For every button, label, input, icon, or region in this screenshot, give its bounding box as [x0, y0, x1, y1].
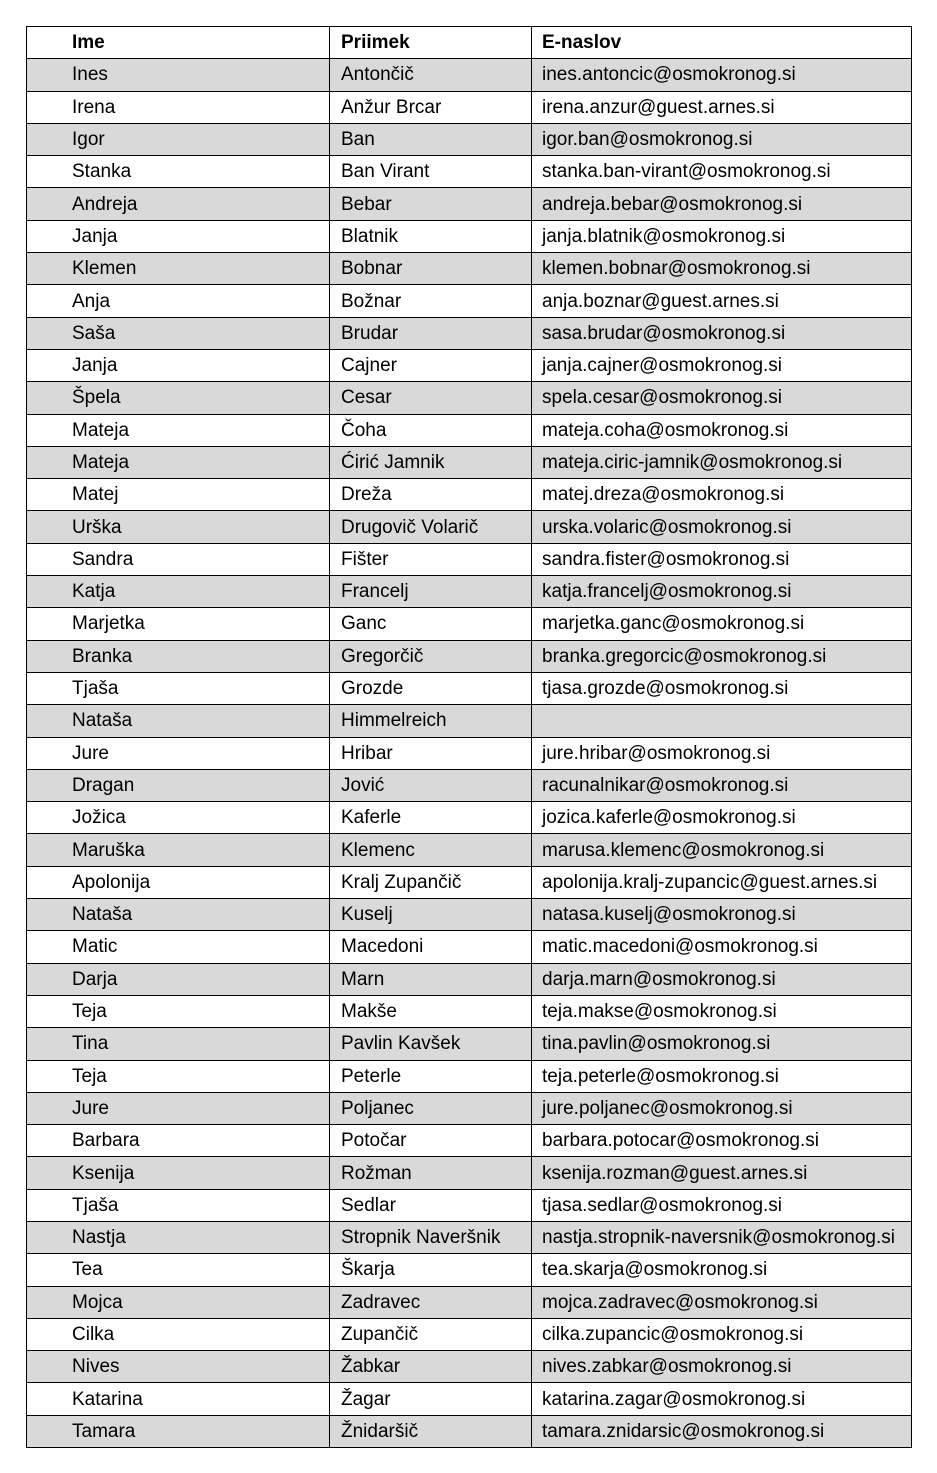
- table-row: [27, 899, 912, 931]
- cell-priimek: Fišter: [330, 543, 532, 575]
- table-row: [27, 995, 912, 1027]
- cell-ime: Mateja: [27, 446, 330, 478]
- cell-ime: Saša: [27, 317, 330, 349]
- cell-priimek: Ban Virant: [330, 156, 532, 188]
- cell-priimek: Kuselj: [330, 899, 532, 931]
- cell-email: jure.poljanec@osmokronog.si: [532, 1092, 912, 1124]
- cell-email: ines.antoncic@osmokronog.si: [532, 59, 912, 91]
- cell-email: mateja.ciric-jamnik@osmokronog.si: [532, 446, 912, 478]
- cell-priimek: Sedlar: [330, 1189, 532, 1221]
- table-row: [27, 1092, 912, 1124]
- header-priimek: Priimek: [330, 27, 532, 59]
- cell-ime: Ines: [27, 59, 330, 91]
- cell-ime: Nastja: [27, 1221, 330, 1253]
- cell-email: tamara.znidarsic@osmokronog.si: [532, 1415, 912, 1447]
- cell-email: ksenija.rozman@guest.arnes.si: [532, 1157, 912, 1189]
- cell-ime: Barbara: [27, 1125, 330, 1157]
- cell-email: branka.gregorcic@osmokronog.si: [532, 640, 912, 672]
- cell-priimek: Marn: [330, 963, 532, 995]
- table-row: [27, 1286, 912, 1318]
- cell-email: matic.macedoni@osmokronog.si: [532, 931, 912, 963]
- cell-email: janja.cajner@osmokronog.si: [532, 349, 912, 381]
- table-row: [27, 511, 912, 543]
- cell-priimek: Kaferle: [330, 802, 532, 834]
- cell-priimek: Hribar: [330, 737, 532, 769]
- table-row: [27, 1060, 912, 1092]
- cell-email: jure.hribar@osmokronog.si: [532, 737, 912, 769]
- cell-priimek: Zupančič: [330, 1318, 532, 1350]
- cell-email: sandra.fister@osmokronog.si: [532, 543, 912, 575]
- table-row: [27, 188, 912, 220]
- table-row: [27, 285, 912, 317]
- table-row: [27, 1415, 912, 1447]
- table-row: [27, 479, 912, 511]
- cell-ime: Andreja: [27, 188, 330, 220]
- table-row: [27, 317, 912, 349]
- cell-ime: Tina: [27, 1028, 330, 1060]
- cell-email: matej.dreza@osmokronog.si: [532, 479, 912, 511]
- table-row: [27, 769, 912, 801]
- cell-email: andreja.bebar@osmokronog.si: [532, 188, 912, 220]
- table-row: [27, 705, 912, 737]
- cell-priimek: Potočar: [330, 1125, 532, 1157]
- table-row: [27, 123, 912, 155]
- cell-priimek: Himmelreich: [330, 705, 532, 737]
- cell-priimek: Brudar: [330, 317, 532, 349]
- table-header: [27, 27, 912, 59]
- cell-ime: Branka: [27, 640, 330, 672]
- cell-ime: Cilka: [27, 1318, 330, 1350]
- cell-priimek: Francelj: [330, 576, 532, 608]
- table-row: [27, 1318, 912, 1350]
- cell-priimek: Cesar: [330, 382, 532, 414]
- cell-email: mojca.zadravec@osmokronog.si: [532, 1286, 912, 1318]
- cell-ime: Anja: [27, 285, 330, 317]
- cell-ime: Igor: [27, 123, 330, 155]
- cell-email: tjasa.grozde@osmokronog.si: [532, 672, 912, 704]
- cell-email: janja.blatnik@osmokronog.si: [532, 220, 912, 252]
- cell-priimek: Makše: [330, 995, 532, 1027]
- cell-ime: Maruška: [27, 834, 330, 866]
- cell-priimek: Ganc: [330, 608, 532, 640]
- contacts-table: [26, 26, 912, 1448]
- cell-priimek: Blatnik: [330, 220, 532, 252]
- cell-ime: Matej: [27, 479, 330, 511]
- cell-email: klemen.bobnar@osmokronog.si: [532, 253, 912, 285]
- cell-priimek: Zadravec: [330, 1286, 532, 1318]
- table-row: [27, 931, 912, 963]
- cell-priimek: Žnidaršič: [330, 1415, 532, 1447]
- cell-ime: Janja: [27, 220, 330, 252]
- header-row: [27, 27, 912, 59]
- cell-email: [532, 705, 912, 737]
- cell-priimek: Poljanec: [330, 1092, 532, 1124]
- cell-priimek: Kralj Zupančič: [330, 866, 532, 898]
- cell-email: igor.ban@osmokronog.si: [532, 123, 912, 155]
- table-row: [27, 1028, 912, 1060]
- cell-email: natasa.kuselj@osmokronog.si: [532, 899, 912, 931]
- table-row: [27, 1351, 912, 1383]
- cell-email: tina.pavlin@osmokronog.si: [532, 1028, 912, 1060]
- header-email: E-naslov: [532, 27, 912, 59]
- cell-priimek: Dreža: [330, 479, 532, 511]
- cell-ime: Dragan: [27, 769, 330, 801]
- cell-email: apolonija.kralj-zupancic@guest.arnes.si: [532, 866, 912, 898]
- cell-priimek: Grozde: [330, 672, 532, 704]
- table-row: [27, 640, 912, 672]
- cell-ime: Jožica: [27, 802, 330, 834]
- cell-ime: Irena: [27, 91, 330, 123]
- table-row: [27, 1254, 912, 1286]
- cell-priimek: Drugovič Volarič: [330, 511, 532, 543]
- table-row: [27, 156, 912, 188]
- cell-email: katarina.zagar@osmokronog.si: [532, 1383, 912, 1415]
- cell-email: darja.marn@osmokronog.si: [532, 963, 912, 995]
- table-row: [27, 91, 912, 123]
- cell-ime: Teja: [27, 995, 330, 1027]
- table-row: [27, 382, 912, 414]
- cell-priimek: Žabkar: [330, 1351, 532, 1383]
- table-row: [27, 834, 912, 866]
- cell-ime: Tjaša: [27, 672, 330, 704]
- cell-email: cilka.zupancic@osmokronog.si: [532, 1318, 912, 1350]
- cell-ime: Janja: [27, 349, 330, 381]
- cell-ime: Ksenija: [27, 1157, 330, 1189]
- cell-email: irena.anzur@guest.arnes.si: [532, 91, 912, 123]
- cell-email: sasa.brudar@osmokronog.si: [532, 317, 912, 349]
- cell-ime: Mateja: [27, 414, 330, 446]
- cell-ime: Teja: [27, 1060, 330, 1092]
- cell-email: teja.makse@osmokronog.si: [532, 995, 912, 1027]
- cell-ime: Jure: [27, 737, 330, 769]
- table-row: [27, 253, 912, 285]
- cell-priimek: Cajner: [330, 349, 532, 381]
- cell-ime: Nataša: [27, 705, 330, 737]
- cell-priimek: Božnar: [330, 285, 532, 317]
- cell-ime: Urška: [27, 511, 330, 543]
- cell-ime: Tjaša: [27, 1189, 330, 1221]
- cell-priimek: Klemenc: [330, 834, 532, 866]
- cell-priimek: Čoha: [330, 414, 532, 446]
- cell-email: tjasa.sedlar@osmokronog.si: [532, 1189, 912, 1221]
- table-row: [27, 1157, 912, 1189]
- cell-email: urska.volaric@osmokronog.si: [532, 511, 912, 543]
- cell-ime: Stanka: [27, 156, 330, 188]
- cell-ime: Darja: [27, 963, 330, 995]
- cell-email: tea.skarja@osmokronog.si: [532, 1254, 912, 1286]
- table-row: [27, 866, 912, 898]
- cell-ime: Katja: [27, 576, 330, 608]
- cell-email: barbara.potocar@osmokronog.si: [532, 1125, 912, 1157]
- table-row: [27, 802, 912, 834]
- cell-priimek: Stropnik Naveršnik: [330, 1221, 532, 1253]
- table-body: [27, 59, 912, 1448]
- cell-priimek: Ćirić Jamnik: [330, 446, 532, 478]
- cell-ime: Klemen: [27, 253, 330, 285]
- table-row: [27, 59, 912, 91]
- cell-ime: Sandra: [27, 543, 330, 575]
- cell-email: marjetka.ganc@osmokronog.si: [532, 608, 912, 640]
- cell-priimek: Žagar: [330, 1383, 532, 1415]
- table-row: [27, 220, 912, 252]
- cell-priimek: Ban: [330, 123, 532, 155]
- header-ime: Ime: [27, 27, 330, 59]
- cell-email: nives.zabkar@osmokronog.si: [532, 1351, 912, 1383]
- cell-ime: Apolonija: [27, 866, 330, 898]
- cell-ime: Nives: [27, 1351, 330, 1383]
- table-row: [27, 446, 912, 478]
- cell-email: teja.peterle@osmokronog.si: [532, 1060, 912, 1092]
- cell-email: anja.boznar@guest.arnes.si: [532, 285, 912, 317]
- cell-priimek: Peterle: [330, 1060, 532, 1092]
- table-row: [27, 414, 912, 446]
- cell-ime: Tea: [27, 1254, 330, 1286]
- cell-priimek: Bobnar: [330, 253, 532, 285]
- table-row: [27, 543, 912, 575]
- cell-ime: Katarina: [27, 1383, 330, 1415]
- cell-ime: Špela: [27, 382, 330, 414]
- table-row: [27, 576, 912, 608]
- cell-email: marusa.klemenc@osmokronog.si: [532, 834, 912, 866]
- cell-priimek: Rožman: [330, 1157, 532, 1189]
- table-row: [27, 349, 912, 381]
- cell-email: nastja.stropnik-naversnik@osmokronog.si: [532, 1221, 912, 1253]
- cell-priimek: Gregorčič: [330, 640, 532, 672]
- cell-ime: Tamara: [27, 1415, 330, 1447]
- cell-email: spela.cesar@osmokronog.si: [532, 382, 912, 414]
- cell-priimek: Pavlin Kavšek: [330, 1028, 532, 1060]
- cell-email: jozica.kaferle@osmokronog.si: [532, 802, 912, 834]
- cell-ime: Matic: [27, 931, 330, 963]
- table-row: [27, 1189, 912, 1221]
- cell-ime: Nataša: [27, 899, 330, 931]
- table-row: [27, 1221, 912, 1253]
- table-row: [27, 963, 912, 995]
- cell-priimek: Antončič: [330, 59, 532, 91]
- cell-email: stanka.ban-virant@osmokronog.si: [532, 156, 912, 188]
- table-row: [27, 737, 912, 769]
- table-row: [27, 608, 912, 640]
- cell-ime: Jure: [27, 1092, 330, 1124]
- cell-priimek: Bebar: [330, 188, 532, 220]
- cell-ime: Marjetka: [27, 608, 330, 640]
- cell-ime: Mojca: [27, 1286, 330, 1318]
- cell-priimek: Anžur Brcar: [330, 91, 532, 123]
- cell-email: katja.francelj@osmokronog.si: [532, 576, 912, 608]
- cell-priimek: Jović: [330, 769, 532, 801]
- cell-priimek: Macedoni: [330, 931, 532, 963]
- table-row: [27, 672, 912, 704]
- cell-email: mateja.coha@osmokronog.si: [532, 414, 912, 446]
- table-row: [27, 1125, 912, 1157]
- table-row: [27, 1383, 912, 1415]
- cell-priimek: Škarja: [330, 1254, 532, 1286]
- cell-email: racunalnikar@osmokronog.si: [532, 769, 912, 801]
